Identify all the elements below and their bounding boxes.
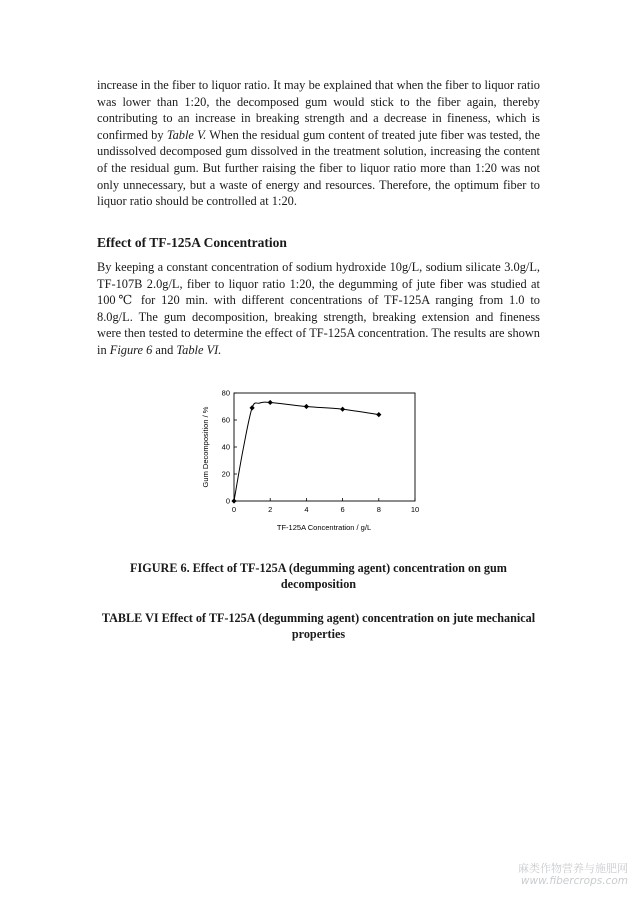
series-curve	[234, 402, 379, 501]
x-tick-label-0: 0	[231, 505, 237, 514]
data-point-1	[250, 405, 255, 410]
x-tick-label-4: 8	[376, 505, 381, 514]
y-axis-label: Gum Decomposition / %	[201, 406, 210, 488]
data-point-3	[304, 404, 309, 409]
y-tick-label-4: 80	[221, 388, 230, 398]
watermark-site-name: 麻类作物营养与施肥网	[518, 862, 628, 875]
y-axis-ticks	[222, 389, 237, 506]
data-point-4	[340, 407, 345, 412]
x-axis-label: TF-125A Concentration / g/L	[276, 523, 372, 532]
x-tick-label-3: 6	[340, 505, 345, 514]
y-tick-label-0: 0	[225, 496, 230, 506]
paragraph-text: When the residual gum content of treated jute fiber was tested, the undissolved decomposed gum dissolved in the treatment solution, increasing the content of the residual gum. But further raising the fiber to liquor ratio more than 1:20 was not only unnecessary, but a waste of energy and resources. Therefore, the optimum fiber to liquor ratio should be controlled at 1:20.	[97, 127, 540, 209]
watermark-url: www.fibercrops.com	[520, 875, 628, 887]
data-point-5	[376, 412, 381, 417]
x-tick-label-2: 4	[304, 505, 309, 514]
site-watermark	[488, 862, 628, 888]
section-heading: Effect of TF-125A Concentration	[97, 235, 287, 250]
paragraph-fiber-liquor-ratio	[97, 77, 540, 210]
series-points	[231, 400, 381, 504]
figure-6-chart	[196, 384, 432, 534]
table-caption: TABLE VI Effect of TF-125A (degumming agent) concentration on jute mechanical properties	[101, 611, 536, 641]
paragraph-text: and	[152, 342, 177, 357]
paragraph-tf125a-concentration	[97, 259, 540, 359]
figure-caption: FIGURE 6. Effect of TF-125A (degumming agent) concentration on gum decomposition	[130, 561, 507, 591]
table-reference-link[interactable]: Table V.	[166, 127, 207, 142]
gum-decomposition-line-chart	[196, 384, 432, 534]
x-tick-label-1: 2	[268, 505, 273, 514]
paragraph-text: increase in the fiber to liquor ratio. It may be explained that when the fiber to liquor ratio was lower than 1:20, the decomposed gum would stick to the fiber again, thereby contributing to an increase in breaking strength and a decrease in fineness, which is confirmed by	[97, 78, 540, 142]
data-point-2	[268, 400, 273, 405]
y-tick-label-2: 40	[221, 442, 230, 452]
x-axis-ticks	[232, 498, 419, 514]
figure-reference-link[interactable]: Figure 6	[109, 342, 153, 357]
paragraph-text: By keeping a constant concentration of sodium hydroxide 10g/L, sodium silicate 3.0g/L, TF-107B 2.0g/L, fiber to liquor ratio 1:20, the degumming of jute fiber was studied at 100℃ for 120 min. with different concentrations of TF-125A ranging from 1.0 to 8.0g/L. The gum decomposition, breaking strength, breaking extension and fineness were then tested to determine the effect of TF-125A concentration. The results are shown in	[97, 260, 540, 357]
table-reference-link[interactable]: Table VI.	[176, 342, 222, 357]
plot-frame	[234, 393, 415, 501]
x-tick-label-5: 10	[410, 505, 420, 514]
y-tick-label-3: 60	[221, 415, 230, 425]
data-point-0	[231, 498, 236, 503]
y-tick-label-1: 20	[221, 469, 230, 479]
